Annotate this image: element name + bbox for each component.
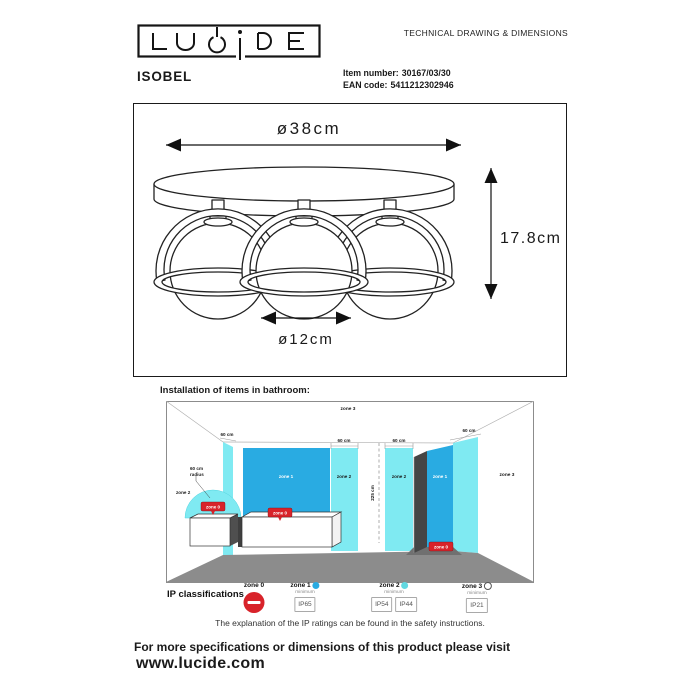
svg-text:zone 0: zone 0: [433, 544, 449, 550]
product-identifiers: [343, 68, 454, 91]
ip-legend-title: IP classifications: [167, 589, 244, 600]
zone2-shower-label: zone 2: [391, 474, 407, 479]
lamp-middle: [240, 200, 368, 319]
zone1-dot-icon: [313, 582, 320, 589]
zone1-panel-shower: [427, 445, 453, 547]
legend-zone1-label: zone 1: [290, 582, 311, 589]
product-name: ISOBEL: [137, 69, 193, 84]
arrow-right-icon: [446, 139, 461, 152]
ean-row: [343, 80, 454, 92]
zone2-basin-label: zone 2: [176, 490, 191, 495]
zone3-top-label: zone 3: [340, 407, 356, 412]
arrow-down-icon: [485, 284, 498, 299]
zone0-badge-shower: [429, 542, 453, 551]
ceiling-lamp-drawing: [134, 104, 565, 375]
washbasin-top: [190, 514, 238, 518]
arrow-up-icon: [485, 168, 498, 183]
lamp-line-art: [154, 167, 454, 319]
item-number-label: Item number:: [343, 68, 399, 78]
dim-60cm-bath: 60 cm: [337, 438, 351, 443]
zone2-strip-shower: [385, 448, 413, 551]
legend-zone1-qualifier: minimum: [295, 590, 315, 595]
website-link[interactable]: www.lucide.com: [136, 655, 265, 672]
bathtub-front: [242, 517, 332, 547]
logo-letters: [153, 27, 304, 60]
zone3-dot-icon: [484, 582, 492, 590]
legend-zone1: [290, 582, 319, 612]
radius-label-value: 60 cm: [190, 466, 204, 471]
legend-zone2: [371, 582, 417, 612]
zone1-bath-label: zone 1: [278, 474, 294, 479]
dim-diameter-shade-label: ø12cm: [278, 331, 334, 348]
document-type-title: TECHNICAL DRAWING & DIMENSIONS: [403, 28, 568, 38]
zone3-right-label: zone 3: [499, 473, 515, 478]
legend-zone2-qualifier: minimum: [384, 590, 404, 595]
zone1-shower-label: zone 1: [432, 474, 448, 479]
legend-zone0: [244, 582, 265, 613]
item-number-row: [343, 68, 454, 80]
footer-text: For more specifications or dimensions of this product please visit: [134, 640, 511, 654]
dim-60cm-right-corner: 60 cm: [462, 428, 476, 433]
ip-rating-badge: IP44: [396, 597, 417, 612]
arrow-left-icon: [166, 139, 181, 152]
arrow-left-icon: [261, 312, 276, 325]
dimension-total-diameter: [166, 119, 461, 152]
bathtub-side: [332, 512, 341, 547]
legend-zone3-label: zone 3: [461, 582, 483, 590]
dim-height-label: 17.8cm: [500, 230, 562, 247]
dimension-height: [485, 168, 562, 299]
ip-ratings-note: The explanation of the IP ratings can be found in the safety instructions.: [215, 618, 485, 628]
washbasin-front: [190, 518, 230, 546]
item-number-value: 30167/03/30: [401, 68, 451, 78]
legend-zone2-label: zone 2: [379, 582, 400, 589]
zone2-dot-icon: [402, 582, 409, 589]
lucide-logo: [137, 24, 321, 62]
svg-text:zone 0: zone 0: [205, 504, 221, 510]
dim-60cm-shower: 60 cm: [392, 438, 406, 443]
ip-rating-badge: IP21: [466, 598, 487, 613]
legend-zone0-label: zone 0: [243, 582, 265, 589]
dim-225cm-label: 225 cm: [370, 485, 375, 501]
no-entry-icon: [244, 592, 265, 613]
dim-diameter-total-label: ø38cm: [276, 119, 342, 138]
radius-label-word: radius: [190, 472, 204, 477]
ceiling-plate-top: [154, 167, 454, 201]
ip-rating-badge: IP54: [371, 597, 392, 612]
shower-door: [414, 451, 427, 553]
ean-value: 5411212302946: [390, 79, 454, 90]
washbasin-side: [230, 514, 238, 546]
dim-60cm-left-corner: 60 cm: [220, 432, 234, 437]
svg-text:zone 0: zone 0: [272, 510, 288, 516]
zone2-corner-strip-right: [453, 437, 478, 553]
legend-zone3: [462, 582, 492, 613]
logo-i-dot: [238, 30, 242, 34]
zone2-bath-label: zone 2: [336, 474, 352, 479]
bathroom-section-title: Installation of items in bathroom:: [160, 385, 310, 396]
ip-rating-badge: IP65: [294, 597, 315, 612]
ean-label: EAN code:: [343, 79, 388, 90]
technical-drawing-frame: [133, 103, 567, 377]
bathroom-zones-diagram: [166, 401, 534, 583]
arrow-right-icon: [336, 312, 351, 325]
legend-zone3-qualifier: minimum: [467, 591, 487, 596]
